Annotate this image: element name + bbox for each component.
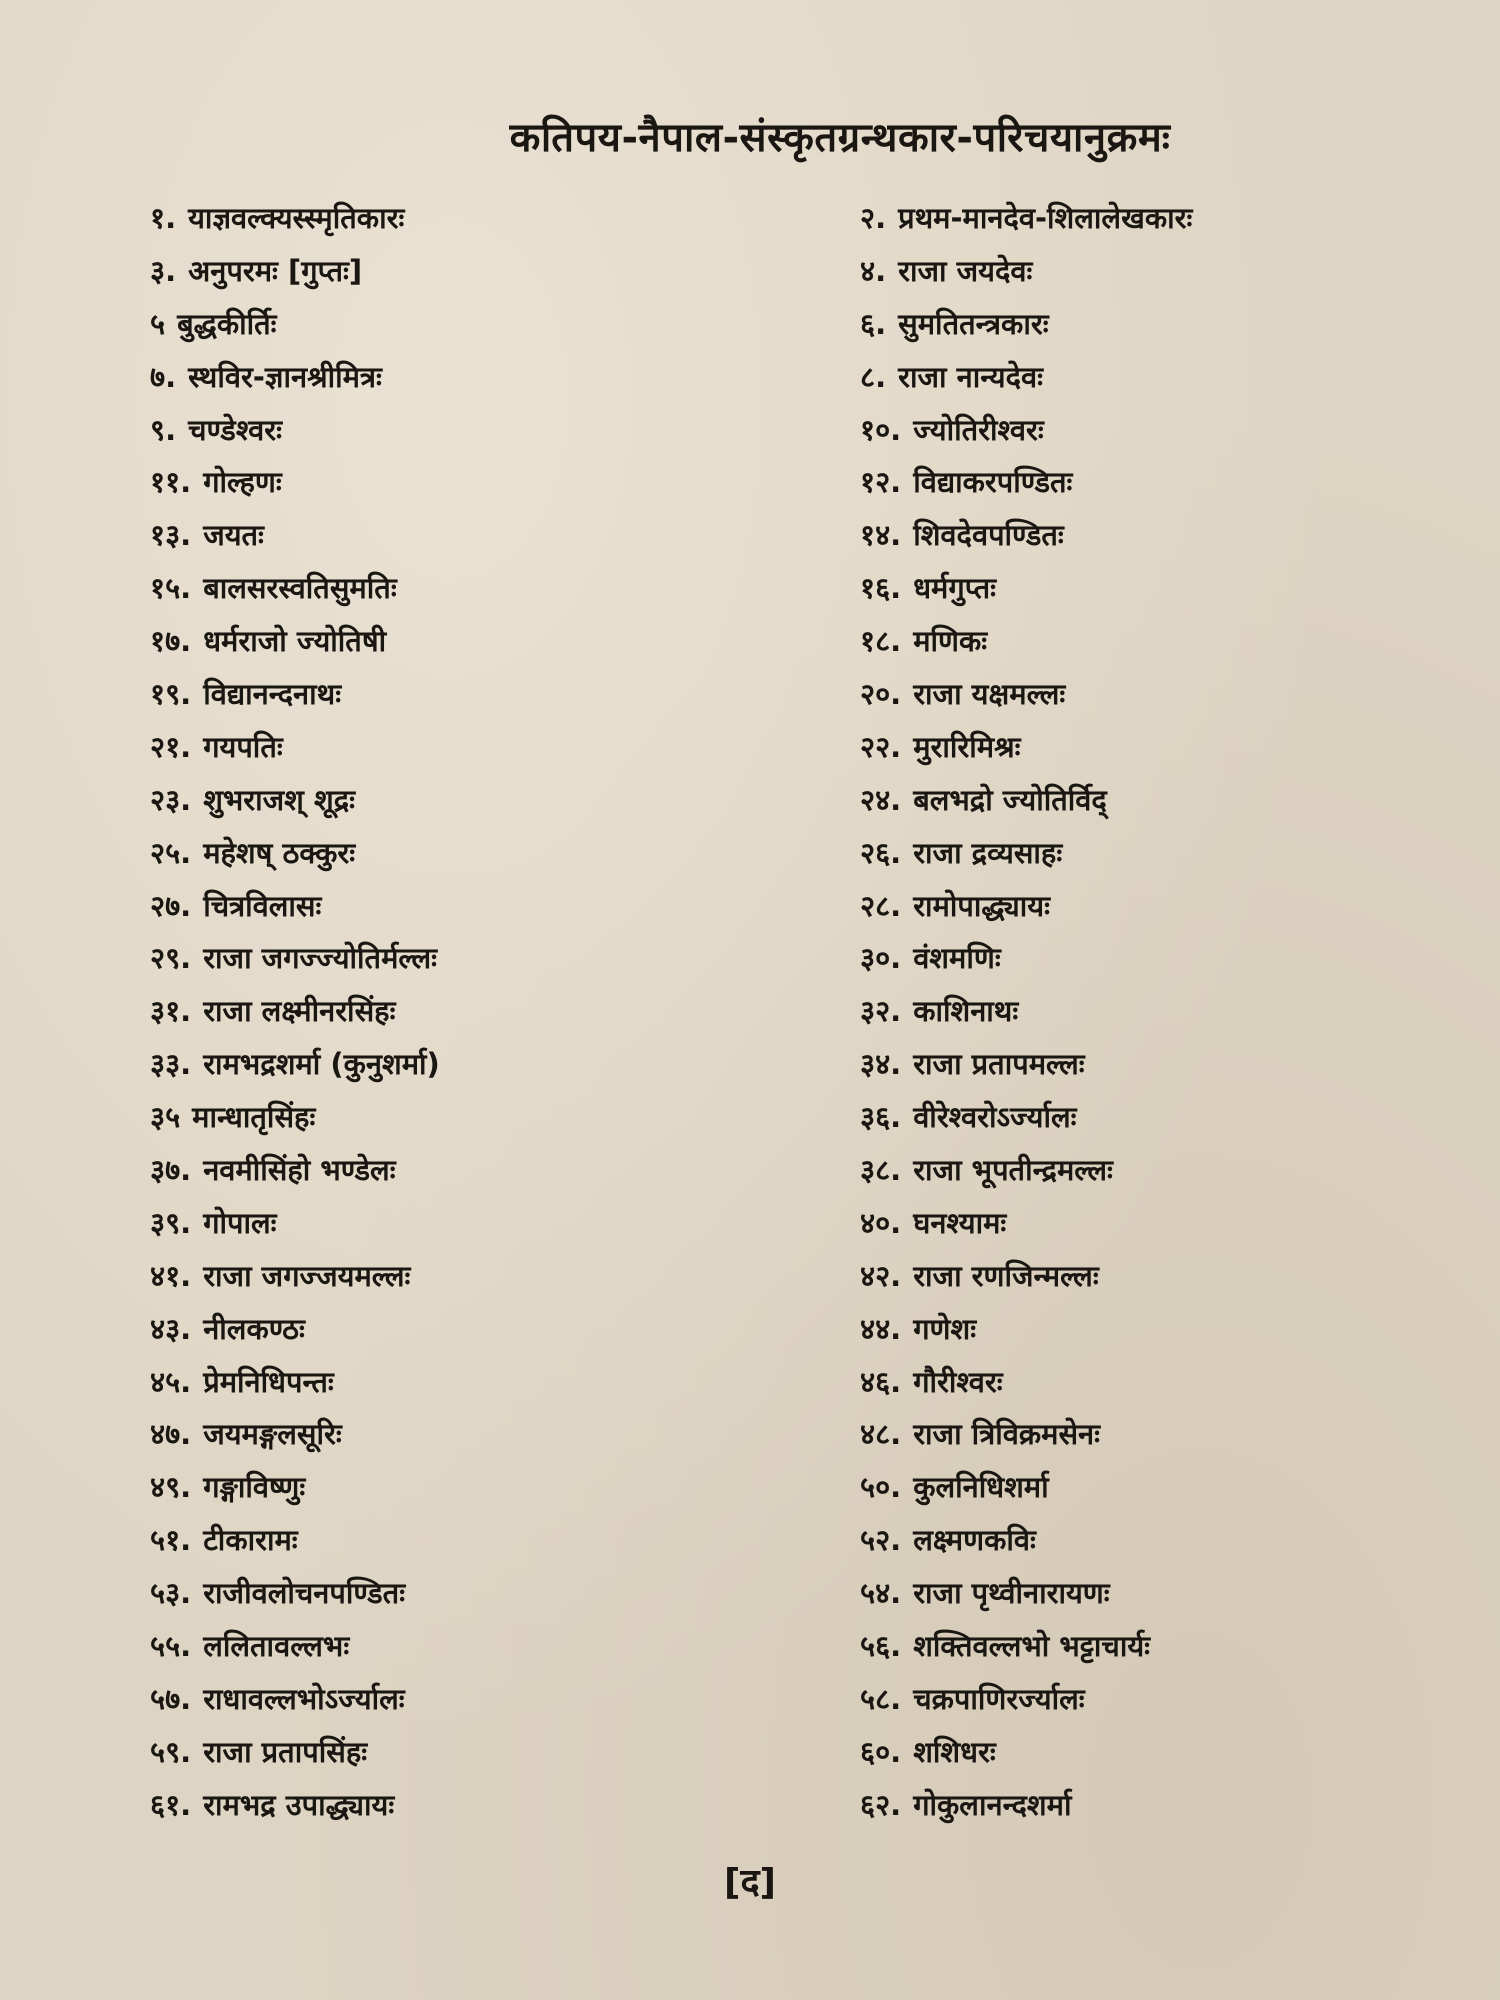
author-name: विद्याकरपण्डितः	[913, 465, 1073, 500]
author-name: नवमीसिंहो भण्डेलः	[203, 1153, 396, 1188]
author-name: विद्यानन्दनाथः	[203, 677, 342, 712]
item-number: ५३.	[150, 1576, 192, 1611]
author-name: वीरेश्वरोऽर्ज्यालः	[913, 1100, 1077, 1135]
list-item	[150, 985, 395, 1038]
item-number: २१.	[150, 729, 192, 764]
author-name: कुलनिधिशर्मा	[913, 1470, 1049, 1505]
list-item	[150, 509, 264, 562]
item-number: १८.	[860, 624, 902, 659]
list-row	[0, 298, 1500, 351]
item-number: २९.	[150, 941, 192, 976]
item-number: ३७.	[150, 1153, 192, 1188]
list-row	[0, 1250, 1500, 1303]
item-number: ४०.	[860, 1205, 902, 1240]
item-number: ५४.	[860, 1576, 902, 1611]
author-name: गोकुलानन्दशर्मा	[913, 1787, 1072, 1822]
item-number: ५८.	[860, 1681, 902, 1716]
list-row	[0, 1514, 1500, 1567]
author-name: राजा प्रतापसिंहः	[203, 1734, 368, 1769]
item-number: २५.	[150, 835, 192, 870]
list-row	[0, 774, 1500, 827]
list-item	[860, 509, 1064, 562]
item-number: ३२.	[860, 994, 902, 1029]
list-item	[150, 880, 321, 933]
author-name: गणेशः	[913, 1311, 977, 1346]
list-item	[150, 404, 282, 457]
author-name: गयपतिः	[203, 729, 283, 764]
author-name: बुद्धकीर्तिः	[177, 306, 277, 341]
list-item	[860, 1250, 1099, 1303]
list-row	[0, 1726, 1500, 1779]
list-item	[860, 827, 1062, 880]
list-row	[0, 827, 1500, 880]
author-name: जयमङ्गलसूरिः	[203, 1417, 342, 1452]
item-number: ६.	[860, 306, 887, 341]
author-name: गङ्गाविष्णुः	[203, 1470, 306, 1505]
author-name: महेशष् ठक्कुरः	[203, 835, 356, 870]
list-row	[0, 615, 1500, 668]
list-row	[0, 1673, 1500, 1726]
list-item	[860, 351, 1043, 404]
list-item	[150, 1303, 305, 1356]
list-item	[150, 1461, 305, 1514]
author-name: राजीवलोचनपण्डितः	[203, 1576, 406, 1611]
author-name: जयतः	[203, 518, 264, 553]
list-item	[860, 298, 1049, 351]
list-row	[0, 1356, 1500, 1409]
author-name: राजा नान्यदेवः	[898, 359, 1043, 394]
item-number: ८.	[860, 359, 887, 394]
item-number: ३०.	[860, 941, 902, 976]
item-number: २०.	[860, 677, 902, 712]
author-name: शिवदेवपण्डितः	[913, 518, 1064, 553]
item-number: १७.	[150, 624, 192, 659]
item-number: २६.	[860, 835, 902, 870]
author-name: स्थविर-ज्ञानश्रीमित्रः	[188, 359, 382, 394]
list-item	[860, 1197, 1006, 1250]
author-name: मान्धातृसिंहः	[192, 1100, 316, 1135]
list-row	[0, 932, 1500, 985]
list-row	[0, 668, 1500, 721]
author-name: रामभद्र उपाद्ध्यायः	[203, 1787, 395, 1822]
item-number: २४.	[860, 782, 902, 817]
list-row	[0, 1779, 1500, 1832]
author-name: राजा रणजिन्मल्लः	[913, 1258, 1099, 1293]
page-title: कतिपय-नैपाल-संस्कृतग्रन्थकार-परिचयानुक्रमः	[509, 115, 1171, 161]
author-name: याज्ञवल्क्यस्स्मृतिकारः	[188, 201, 405, 235]
author-name: राधावल्लभोऽर्ज्यालः	[203, 1681, 405, 1716]
list-item	[860, 456, 1072, 509]
item-number: ६०.	[860, 1734, 902, 1769]
item-number: ५६.	[860, 1629, 902, 1664]
list-item	[150, 298, 277, 351]
item-number: ४३.	[150, 1311, 192, 1346]
item-number: ४.	[860, 253, 887, 288]
list-row	[0, 721, 1500, 774]
list-item	[150, 1567, 405, 1620]
author-name: नीलकण्ठः	[203, 1311, 305, 1346]
list-row	[0, 1303, 1500, 1356]
list-item	[860, 1303, 976, 1356]
author-name: मुरारिमिश्रः	[913, 729, 1021, 764]
item-number: २८.	[860, 888, 902, 923]
author-name: राजा यक्षमल्लः	[913, 677, 1066, 712]
item-number: ५९.	[150, 1734, 192, 1769]
author-name: गोल्हणः	[203, 465, 282, 500]
list-item	[150, 1514, 298, 1567]
list-item	[860, 1620, 1150, 1673]
list-item	[860, 1144, 1113, 1197]
author-name: टीकारामः	[203, 1523, 298, 1558]
author-name: सुमतितन्त्रकारः	[898, 306, 1049, 341]
author-name: प्रेमनिधिपन्तः	[203, 1364, 334, 1399]
item-number: १४.	[860, 518, 902, 553]
item-number: ४९.	[150, 1470, 192, 1505]
author-name: वंशमणिः	[913, 941, 1001, 976]
item-number: ३.	[150, 253, 177, 288]
list-item	[150, 827, 355, 880]
author-name: ललितावल्लभः	[203, 1629, 350, 1664]
list-row	[0, 880, 1500, 933]
list-item	[150, 245, 362, 298]
item-number: ९.	[150, 412, 177, 447]
list-row	[0, 192, 1500, 245]
list-row	[0, 1091, 1500, 1144]
list-item	[150, 1197, 277, 1250]
list-row	[0, 1197, 1500, 1250]
list-row	[0, 1408, 1500, 1461]
author-name: धर्मराजो ज्योतिषी	[203, 624, 387, 659]
author-name: राजा द्रव्यसाहः	[913, 835, 1063, 870]
author-name: धर्मगुप्तः	[913, 571, 997, 606]
author-name: लक्ष्मणकविः	[913, 1523, 1036, 1558]
item-number: १.	[150, 201, 177, 235]
list-row	[0, 1144, 1500, 1197]
author-name: चण्डेश्वरः	[188, 412, 282, 447]
list-item	[860, 404, 1044, 457]
author-name: शशिधरः	[913, 1734, 996, 1769]
author-name: राजा भूपतीन्द्रमल्लः	[913, 1153, 1113, 1188]
list-item	[150, 456, 282, 509]
list-item	[860, 245, 1032, 298]
item-number: ३९.	[150, 1205, 192, 1240]
list-item	[860, 615, 987, 668]
author-name: राजा लक्ष्मीनरसिंहः	[203, 994, 396, 1029]
list-item	[860, 1567, 1110, 1620]
list-item	[860, 985, 1018, 1038]
item-number: ३४.	[860, 1047, 902, 1082]
author-name: ज्योतिरीश्वरः	[913, 412, 1044, 447]
list-item	[150, 1620, 349, 1673]
item-number: ५०.	[860, 1470, 902, 1505]
list-row	[0, 1567, 1500, 1620]
list-item	[150, 668, 341, 721]
list-item	[860, 192, 1192, 245]
author-name: राजा जयदेवः	[898, 253, 1033, 288]
item-number: ५२.	[860, 1523, 902, 1558]
list-row	[0, 985, 1500, 1038]
author-name: बालसरस्वतिसुमतिः	[203, 571, 397, 606]
item-number: १३.	[150, 518, 192, 553]
list-item	[150, 774, 355, 827]
author-name: गौरीश्वरः	[913, 1364, 1003, 1399]
author-name: काशिनाथः	[913, 994, 1019, 1029]
list-item	[150, 351, 382, 404]
list-item	[860, 668, 1065, 721]
item-number: ३३.	[150, 1047, 192, 1082]
item-number: ४१.	[150, 1258, 192, 1293]
author-name: राजा प्रतापमल्लः	[913, 1047, 1085, 1082]
author-name: अनुपरमः [गुप्तः]	[188, 253, 363, 288]
list-row	[0, 404, 1500, 457]
item-number: ४८.	[860, 1417, 902, 1452]
item-number: ५१.	[150, 1523, 192, 1558]
list-item	[150, 1726, 367, 1779]
list-item	[860, 1408, 1100, 1461]
author-name: घनश्यामः	[913, 1205, 1007, 1240]
list-row	[0, 1038, 1500, 1091]
list-row	[0, 1620, 1500, 1673]
list-item	[860, 1514, 1036, 1567]
list-item	[150, 932, 437, 985]
author-list	[0, 192, 1500, 1832]
list-item	[150, 562, 397, 615]
item-number: २.	[860, 201, 887, 235]
item-number: २२.	[860, 729, 902, 764]
author-name: रामभद्रशर्मा (कुनुशर्मा)	[203, 1047, 440, 1082]
page-number: [द]	[723, 1862, 777, 1903]
list-row	[0, 1461, 1500, 1514]
list-item	[150, 1408, 342, 1461]
item-number: ५	[150, 306, 166, 341]
item-number: २३.	[150, 782, 192, 817]
list-item	[860, 562, 996, 615]
item-number: ४४.	[860, 1311, 902, 1346]
author-name: चक्रपाणिरर्ज्यालः	[913, 1681, 1085, 1716]
item-number: ३१.	[150, 994, 192, 1029]
list-item	[150, 615, 386, 668]
list-item	[860, 1726, 996, 1779]
list-row	[0, 245, 1500, 298]
list-item	[860, 1673, 1085, 1726]
list-row	[0, 509, 1500, 562]
item-number: ११.	[150, 465, 192, 500]
list-item	[860, 1779, 1072, 1832]
item-number: ४५.	[150, 1364, 192, 1399]
list-item	[860, 774, 1107, 827]
item-number: ३६.	[860, 1100, 902, 1135]
list-item	[150, 1038, 440, 1091]
list-item	[860, 880, 1050, 933]
author-name: बलभद्रो ज्योतिर्विद्	[913, 782, 1107, 817]
item-number: ४६.	[860, 1364, 902, 1399]
item-number: १०.	[860, 412, 902, 447]
list-item	[150, 1144, 396, 1197]
list-item	[150, 1356, 334, 1409]
author-name: मणिकः	[913, 624, 988, 659]
item-number: १२.	[860, 465, 902, 500]
item-number: ४२.	[860, 1258, 902, 1293]
item-number: १९.	[150, 677, 192, 712]
author-name: राजा जगज्ज्योतिर्मल्लः	[203, 941, 438, 976]
list-item	[150, 1250, 410, 1303]
list-item	[860, 1038, 1085, 1091]
list-item	[860, 1461, 1049, 1514]
list-item	[860, 932, 1001, 985]
item-number: ६१.	[150, 1787, 192, 1822]
item-number: ४७.	[150, 1417, 192, 1452]
list-row	[0, 562, 1500, 615]
item-number: १५.	[150, 571, 192, 606]
list-item	[150, 192, 404, 245]
list-item	[860, 721, 1021, 774]
list-item	[150, 1673, 405, 1726]
author-name: राजा पृथ्वीनारायणः	[913, 1576, 1110, 1611]
author-name: रामोपाद्ध्यायः	[913, 888, 1050, 923]
author-name: शक्तिवल्लभो भट्टाचार्यः	[913, 1629, 1151, 1664]
list-item	[860, 1356, 1003, 1409]
list-item	[150, 721, 283, 774]
author-name: प्रथम-मानदेव-शिलालेखकारः	[898, 201, 1193, 235]
item-number: ३५	[150, 1100, 181, 1135]
author-name: चित्रविलासः	[203, 888, 322, 923]
item-number: ५७.	[150, 1681, 192, 1716]
list-row	[0, 351, 1500, 404]
item-number: ६२.	[860, 1787, 902, 1822]
author-name: गोपालः	[203, 1205, 277, 1240]
item-number: ३८.	[860, 1153, 902, 1188]
list-row	[0, 456, 1500, 509]
item-number: ५५.	[150, 1629, 192, 1664]
author-name: शुभराजश् शूद्रः	[203, 782, 355, 817]
author-name: राजा जगज्जयमल्लः	[203, 1258, 411, 1293]
list-item	[860, 1091, 1077, 1144]
list-item	[150, 1091, 315, 1144]
item-number: १६.	[860, 571, 902, 606]
item-number: ७.	[150, 359, 177, 394]
author-name: राजा त्रिविक्रमसेनः	[913, 1417, 1101, 1452]
item-number: २७.	[150, 888, 192, 923]
list-item	[150, 1779, 394, 1832]
